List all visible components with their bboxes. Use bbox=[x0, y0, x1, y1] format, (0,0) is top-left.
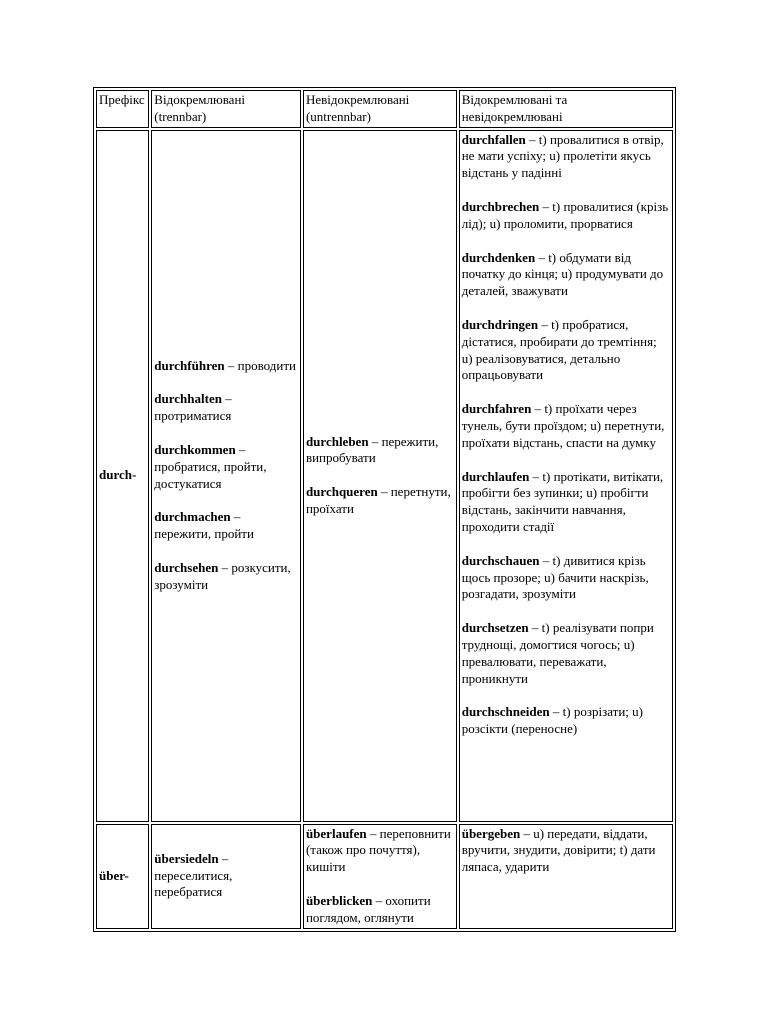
verb-gloss: – t) обдумати від початку до кінця; u) продумувати до деталей, зважувати bbox=[461, 249, 664, 299]
verb-word: durchsehen bbox=[154, 559, 219, 575]
verb-word: durchfahren bbox=[461, 401, 532, 417]
verb-gloss: – пробратися, пройти, достукатися bbox=[154, 442, 267, 491]
verb-gloss: – t) провалитися (крізь лід); u) проломити, прорватися bbox=[461, 198, 669, 231]
verb-gloss: – t) реалізувати попри труднощі, домогтися чогось; u) превалювати, переважати, проникнути bbox=[461, 620, 654, 686]
verb-gloss: – t) провалитися в отвір, не мати успіху; u) пролетіти якусь відстань у падінні bbox=[461, 131, 664, 181]
verb-word: durchschneiden bbox=[461, 704, 550, 720]
verb-entry bbox=[462, 132, 670, 182]
verb-gloss: – t) дивитися крізь щось прозоре; u) бачити наскрізь, розгадати, зрозуміти bbox=[461, 552, 649, 602]
verb-gloss: – t) пробратися, дістатися, пробирати до тремтіння; u) реалізовуватися, детально опрацьовувати bbox=[461, 316, 657, 383]
header-separable: Відокремлювані (trennbar) bbox=[151, 90, 301, 128]
verb-entry bbox=[462, 317, 670, 384]
verb-entry bbox=[154, 358, 298, 375]
verb-word: durchbrechen bbox=[461, 198, 540, 214]
verb-gloss: – протриматися bbox=[154, 391, 232, 424]
separable-cell bbox=[151, 130, 301, 822]
verb-entry bbox=[462, 826, 670, 876]
verb-entry bbox=[306, 826, 454, 876]
prefix-cell: über- bbox=[96, 824, 149, 929]
verb-gloss: – пережити, пройти bbox=[154, 509, 254, 542]
table-row bbox=[96, 130, 673, 822]
verb-gloss: – перетнути, проїхати bbox=[305, 484, 451, 516]
table-row bbox=[96, 824, 673, 929]
verb-entry bbox=[154, 391, 298, 425]
verb-entry bbox=[462, 620, 670, 687]
verb-word: überlaufen bbox=[305, 825, 367, 841]
verb-word: übersiedeln bbox=[154, 850, 219, 866]
verb-gloss: – t) розрізати; u) розсікти (переносне) bbox=[461, 704, 643, 737]
prefix-cell: durch- bbox=[96, 130, 149, 822]
verb-gloss: – розкусити, зрозуміти bbox=[154, 559, 291, 592]
verb-word: durchkommen bbox=[154, 442, 236, 457]
verb-entry bbox=[462, 704, 670, 738]
verb-word: durchmachen bbox=[154, 509, 231, 525]
verb-entry bbox=[306, 434, 454, 468]
verb-entry bbox=[462, 401, 670, 451]
verb-word: durchlaufen bbox=[461, 468, 530, 484]
header-both: Відокремлювані та невідокремлювані bbox=[459, 90, 673, 128]
verb-word: übergeben bbox=[461, 825, 521, 841]
verb-gloss: – переповнити (також про почуття), кишіти bbox=[305, 825, 451, 875]
verb-word: durchqueren bbox=[305, 484, 378, 500]
verb-gloss: – t) протікати, витікати, пробігти без зупинки; u) пробігти відстань, закінчити навчання, проходити стадії bbox=[461, 468, 664, 534]
verb-word: überblicken bbox=[305, 892, 373, 908]
both-cell bbox=[459, 130, 673, 822]
both-cell bbox=[459, 824, 673, 929]
separable-cell bbox=[151, 824, 301, 929]
verb-entry bbox=[462, 250, 670, 300]
header-prefix: Префікс bbox=[96, 90, 149, 128]
verb-word: durchdringen bbox=[461, 316, 539, 332]
verb-entry bbox=[154, 560, 298, 594]
verb-entry bbox=[462, 199, 670, 233]
verb-word: durchleben bbox=[305, 433, 369, 449]
verb-word: durchdenken bbox=[461, 249, 536, 265]
verb-word: durchsetzen bbox=[461, 620, 529, 636]
verb-word: durchfallen bbox=[461, 131, 526, 147]
inseparable-cell bbox=[303, 824, 457, 929]
verb-gloss: – охопити поглядом, оглянути bbox=[305, 892, 431, 925]
verb-prefix-table bbox=[93, 87, 676, 932]
verb-gloss: – проводити bbox=[224, 357, 296, 373]
verb-entry bbox=[462, 469, 670, 536]
verb-entry bbox=[154, 509, 298, 543]
verb-gloss: – пережити, випробувати bbox=[305, 433, 439, 466]
verb-entry bbox=[462, 553, 670, 603]
inseparable-cell bbox=[303, 130, 457, 822]
verb-entry bbox=[306, 893, 454, 927]
verb-gloss: – u) передати, віддати, вручити, знудити, довірити; t) дати ляпаса, ударити bbox=[461, 825, 656, 875]
verb-entry bbox=[154, 442, 298, 492]
header-inseparable: Невідокремлювані (untrennbar) bbox=[303, 90, 457, 128]
verb-entry bbox=[154, 851, 298, 901]
verb-word: durchhalten bbox=[154, 391, 222, 407]
verb-entry bbox=[306, 484, 454, 518]
verb-word: durchschauen bbox=[461, 552, 540, 568]
table-header-row bbox=[96, 90, 673, 128]
verb-gloss: – переселитися, перебратися bbox=[154, 850, 233, 900]
verb-gloss: – t) проїхати через тунель, бути проїздом; u) перетнути, проїхати відстань, спасти на думку bbox=[461, 401, 665, 450]
verb-word: durchführen bbox=[154, 357, 225, 373]
